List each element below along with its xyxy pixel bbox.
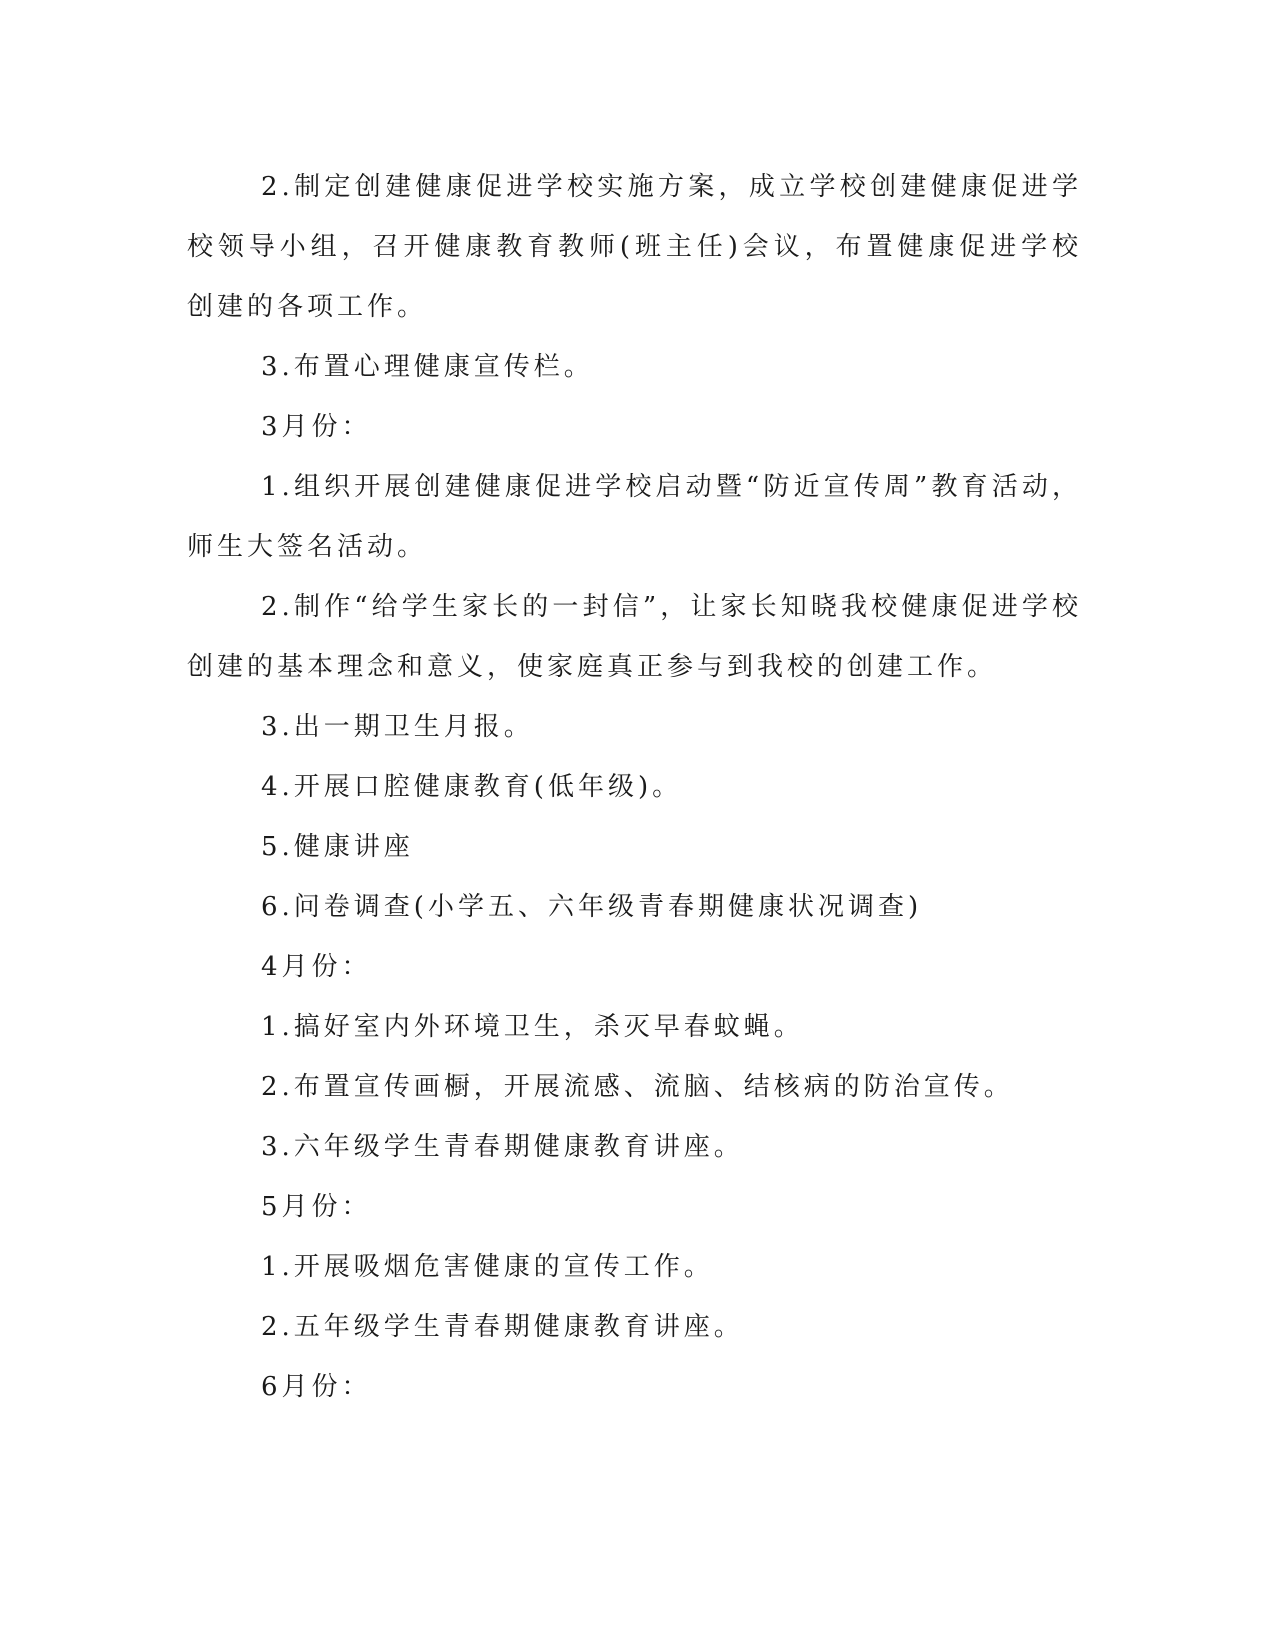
document-body: [187, 157, 1082, 1417]
paragraph: 2.制定创建健康促进学校实施方案，成立学校创建健康促进学校领导小组，召开健康教育教师(班主任)会议，布置健康促进学校创建的各项工作。: [187, 172, 1082, 322]
section-heading-june: 6月份：: [261, 1372, 372, 1402]
paragraph: 3.布置心理健康宣传栏。: [261, 352, 594, 382]
paragraph: 3.出一期卫生月报。: [261, 712, 534, 742]
paragraph: 3.六年级学生青春期健康教育讲座。: [261, 1132, 744, 1162]
section-heading-march: 3月份：: [261, 412, 372, 442]
paragraph: 2.制作“给学生家长的一封信”，让家长知晓我校健康促进学校创建的基本理念和意义，使家庭真正参与到我校的创建工作。: [187, 592, 1082, 682]
paragraph: 6.问卷调查(小学五、六年级青春期健康状况调查): [261, 892, 923, 922]
paragraph: 5.健康讲座: [261, 832, 414, 862]
paragraph: 1.开展吸烟危害健康的宣传工作。: [261, 1252, 714, 1282]
paragraph: 1.搞好室内外环境卫生，杀灭早春蚊蝇。: [261, 1012, 804, 1042]
paragraph: 2.布置宣传画橱，开展流感、流脑、结核病的防治宣传。: [261, 1072, 1014, 1102]
paragraph: 1.组织开展创建健康促进学校启动暨“防近宣传周”教育活动，师生大签名活动。: [187, 472, 1082, 562]
section-heading-may: 5月份：: [261, 1192, 372, 1222]
paragraph: 4.开展口腔健康教育(低年级)。: [261, 772, 683, 802]
paragraph: 2.五年级学生青春期健康教育讲座。: [261, 1312, 744, 1342]
section-heading-april: 4月份：: [261, 952, 372, 982]
